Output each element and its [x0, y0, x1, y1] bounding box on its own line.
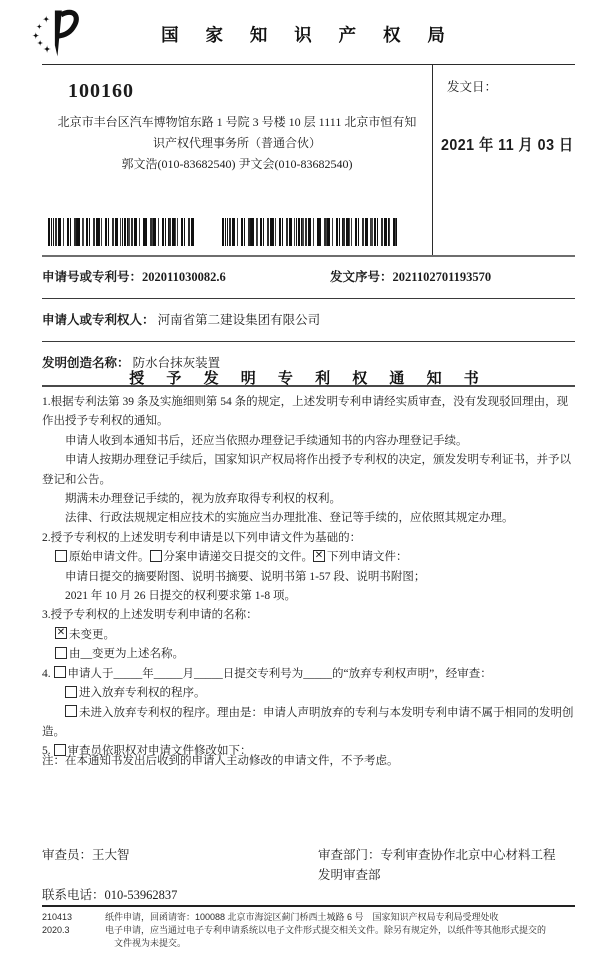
application-number: 202011030082.6 — [142, 270, 226, 284]
application-number-row — [42, 257, 575, 299]
address-line: 识产权代理事务所（普通合伙） — [152, 136, 321, 150]
notice-line — [42, 548, 575, 567]
notice-text: 下列申请文件： — [327, 551, 408, 564]
form-codes — [42, 911, 102, 937]
phone-number: 010-53962837 — [104, 888, 178, 902]
notice-line — [42, 432, 575, 451]
examiner-name: 王大智 — [92, 848, 130, 862]
notice-text: 审查员依职权对申请文件修改如下： — [67, 745, 252, 758]
issue-date-box — [432, 65, 576, 256]
checkbox-unchecked-icon — [54, 666, 66, 678]
footer-line: 电子申请，应当通过电子专利申请系统以电子文件形式提交相关文件。除另有规定外，以纸件等其他形式提交的 — [105, 925, 547, 935]
checkbox-unchecked-icon — [65, 705, 77, 717]
notice-line — [42, 587, 575, 606]
notice-text: 未变更。 — [69, 628, 115, 641]
form-code: 210413 — [42, 912, 73, 922]
notice-line — [42, 393, 575, 432]
notice-text: 3.授予专利权的上述发明专利申请的名称： — [42, 609, 258, 622]
notice-line — [42, 684, 575, 703]
footer-line: 文件视为未提交。 — [114, 938, 187, 948]
notice-line — [42, 451, 575, 490]
notice-line — [42, 665, 575, 684]
notice-line — [42, 704, 575, 743]
notice-text: 4. — [42, 667, 54, 680]
application-number-label: 申请号或专利号： — [42, 270, 143, 284]
checkbox-checked-icon — [313, 550, 325, 562]
notice-line — [42, 529, 575, 548]
notice-line — [42, 645, 575, 664]
agency-title: 国 家 知 识 产 权 局 — [161, 25, 456, 45]
applicant-name: 河南省第二建设集团有限公司 — [157, 313, 321, 327]
barcode-serial — [222, 218, 399, 246]
checkbox-unchecked-icon — [65, 686, 77, 698]
notice-text: 申请人按期办理登记手续后，国家知识产权局将作出授予专利权的决定，颁发发明专利证书，并予以登记和公告。 — [42, 454, 571, 486]
department-line1: 专利审查协作北京中心材料工程 — [380, 848, 556, 862]
barcode-application — [48, 218, 195, 246]
notice-line — [42, 490, 575, 509]
notice-text: 2.授予专利权的上述发明专利申请是以下列申请文件为基础的： — [42, 531, 362, 544]
notice-footnote: 注：在本通知书发出后收到的申请人主动修改的申请文件，不予考虑。 — [42, 755, 399, 767]
notice-body — [42, 393, 575, 762]
serial-number-label: 发文序号： — [330, 270, 393, 284]
examiner-label: 审查员： — [42, 848, 93, 862]
checkbox-unchecked-icon — [150, 550, 162, 562]
checkbox-unchecked-icon — [55, 550, 67, 562]
notice-line — [42, 509, 575, 528]
department-line2: 发明审查部 — [318, 868, 381, 882]
notice-text: 由__变更为上述名称。 — [69, 648, 184, 661]
invention-label: 发明创造名称： — [42, 356, 130, 370]
notice-text: 进入放弃专利权的程序。 — [79, 687, 206, 700]
notice-text: 5. — [42, 745, 54, 758]
notice-text: 1.根据专利法第 39 条及实施细则第 54 条的规定，上述发明专利申请经实质审查，没有发现驳回理由，现作出授予专利权的通知。 — [42, 396, 569, 428]
notice-text: 申请人收到本通知书后，还应当依照办理登记手续通知书的内容办理登记手续。 — [65, 434, 468, 447]
checkbox-checked-icon — [55, 627, 67, 639]
notice-text: 原始申请文件。 — [69, 551, 150, 564]
invention-name: 防水台抹灰装置 — [132, 356, 221, 370]
issue-date-value: 2021 年 11 月 03 日 — [441, 137, 574, 154]
notice-text: 申请人于_____年_____月_____日提交专利号为_____的“放弃专利权声明”，经审查： — [67, 667, 492, 680]
address-line: 北京市丰台区汽车博物馆东路 1 号院 3 号楼 10 层 1111 北京市恒有知 — [57, 115, 417, 129]
notice-text: 法律、行政法规规定相应技术的实施应当办理批准、登记等手续的，应依照其规定办理。 — [65, 512, 514, 525]
recipient-address — [42, 112, 432, 175]
issue-date-label: 发文日： — [447, 80, 498, 94]
applicant-label: 申请人或专利权人： — [42, 313, 155, 327]
notice-text: 期满未办理登记手续的，视为放弃取得专利权的权利。 — [65, 493, 341, 506]
notice-text: 未进入放弃专利权的程序。理由是：申请人声明放弃的专利与本发明专利申请不属于相同的发明创造。 — [42, 706, 574, 738]
examiner-department — [318, 845, 578, 885]
notice-title: 授 予 发 明 专 利 权 通 知 书 — [129, 370, 488, 387]
postal-code: 100160 — [68, 80, 134, 102]
applicant-row — [42, 299, 575, 342]
checkbox-unchecked-icon — [55, 647, 67, 659]
footer-divider — [42, 905, 575, 907]
serial-number: 2021102701193570 — [392, 270, 492, 284]
address-line: 郭文浩(010-83682540) 尹文会(010-83682540) — [121, 157, 353, 171]
footer-text — [105, 911, 575, 950]
examiner-block — [42, 845, 575, 902]
notice-text: 分案申请递交日提交的文件。 — [163, 551, 313, 564]
notice-line — [42, 606, 575, 625]
department-label: 审查部门： — [318, 848, 381, 862]
notice-text: 2021 年 10 月 26 日提交的权利要求第 1-8 项。 — [65, 590, 296, 603]
phone-label: 联系电话： — [42, 888, 105, 902]
notice-text: 申请日提交的摘要附图、说明书摘要、说明书第 1-57 段、说明书附图； — [65, 570, 426, 583]
form-version: 2020.3 — [42, 925, 70, 935]
notice-line — [42, 568, 575, 587]
footer-line: 纸件申请，回函请寄：100088 北京市海淀区蓟门桥西土城路 6 号 国家知识产权局专利局受理处收 — [105, 912, 499, 922]
notice-line — [42, 626, 575, 645]
